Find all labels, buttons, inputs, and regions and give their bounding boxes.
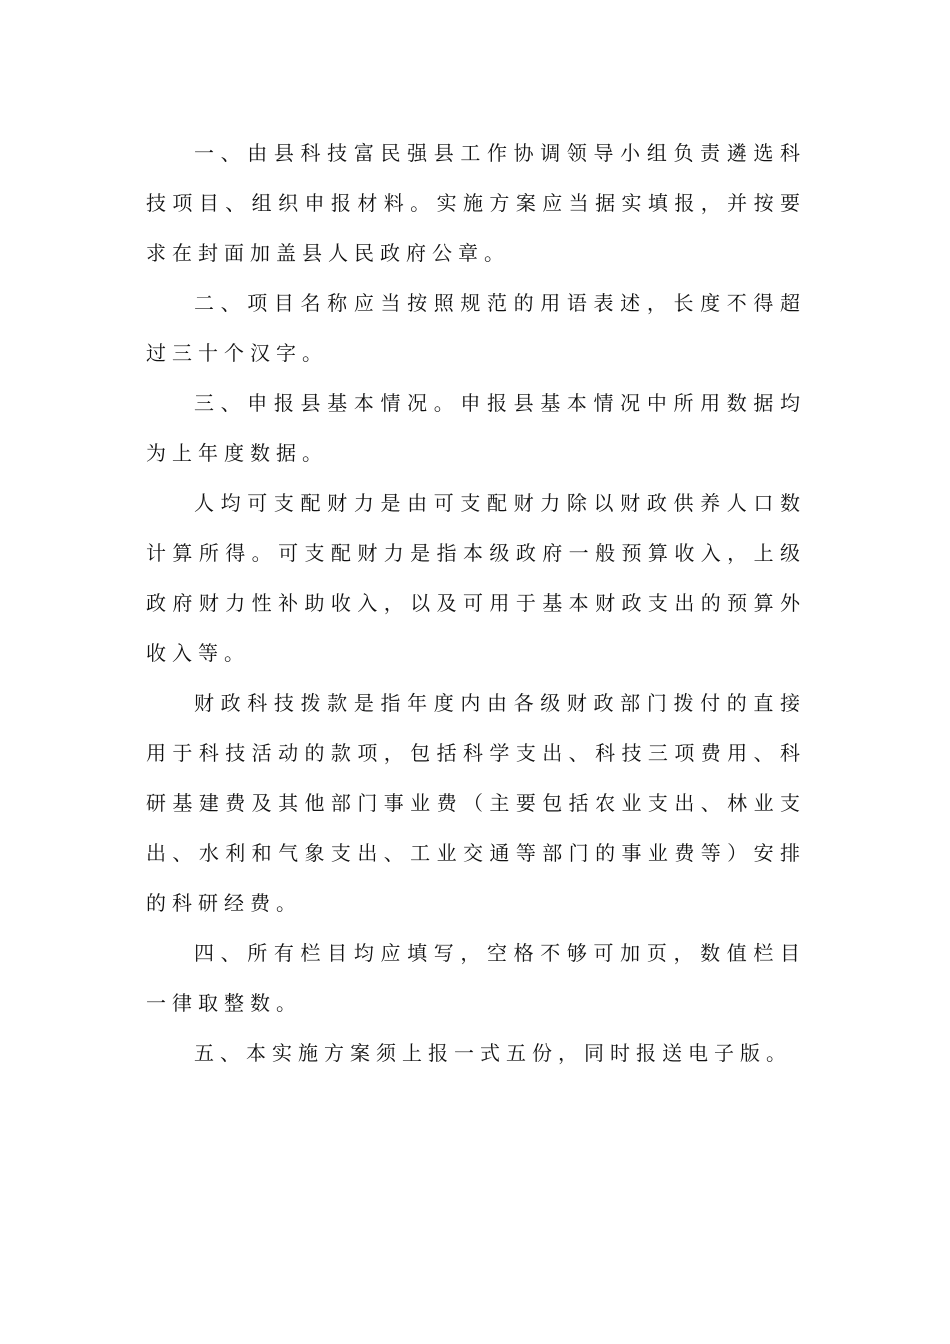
paragraph-disposable-income: 人均可支配财力是由可支配财力除以财政供养人口数计算所得。可支配财力是指本级政府一般预算收入，上级政府财力性补助收入，以及可用于基本财政支出的预算外收入等。 (146, 491, 806, 665)
paragraph-item-3: 三、申报县基本情况。申报县基本情况中所用数据均为上年度数据。 (146, 391, 806, 465)
paragraph-item-5: 五、本实施方案须上报一式五份，同时报送电子版。 (194, 1041, 792, 1065)
paragraph-item-4: 四、所有栏目均应填写，空格不够可加页，数值栏目一律取整数。 (146, 941, 806, 1015)
document-body (146, 128, 806, 1078)
paragraph-science-funding: 财政科技拨款是指年度内由各级财政部门拨付的直接用于科技活动的款项，包括科学支出、科技三项费用、科研基建费及其他部门事业费（主要包括农业支出、林业支出、水利和气象支出、工业交通等部门的事业费等）安排的科研经费。 (146, 691, 806, 915)
paragraph-item-2: 二、项目名称应当按照规范的用语表述，长度不得超过三十个汉字。 (146, 291, 806, 365)
paragraph-item-1: 一、由县科技富民强县工作协调领导小组负责遴选科技项目、组织申报材料。实施方案应当据实填报，并按要求在封面加盖县人民政府公章。 (146, 141, 806, 265)
